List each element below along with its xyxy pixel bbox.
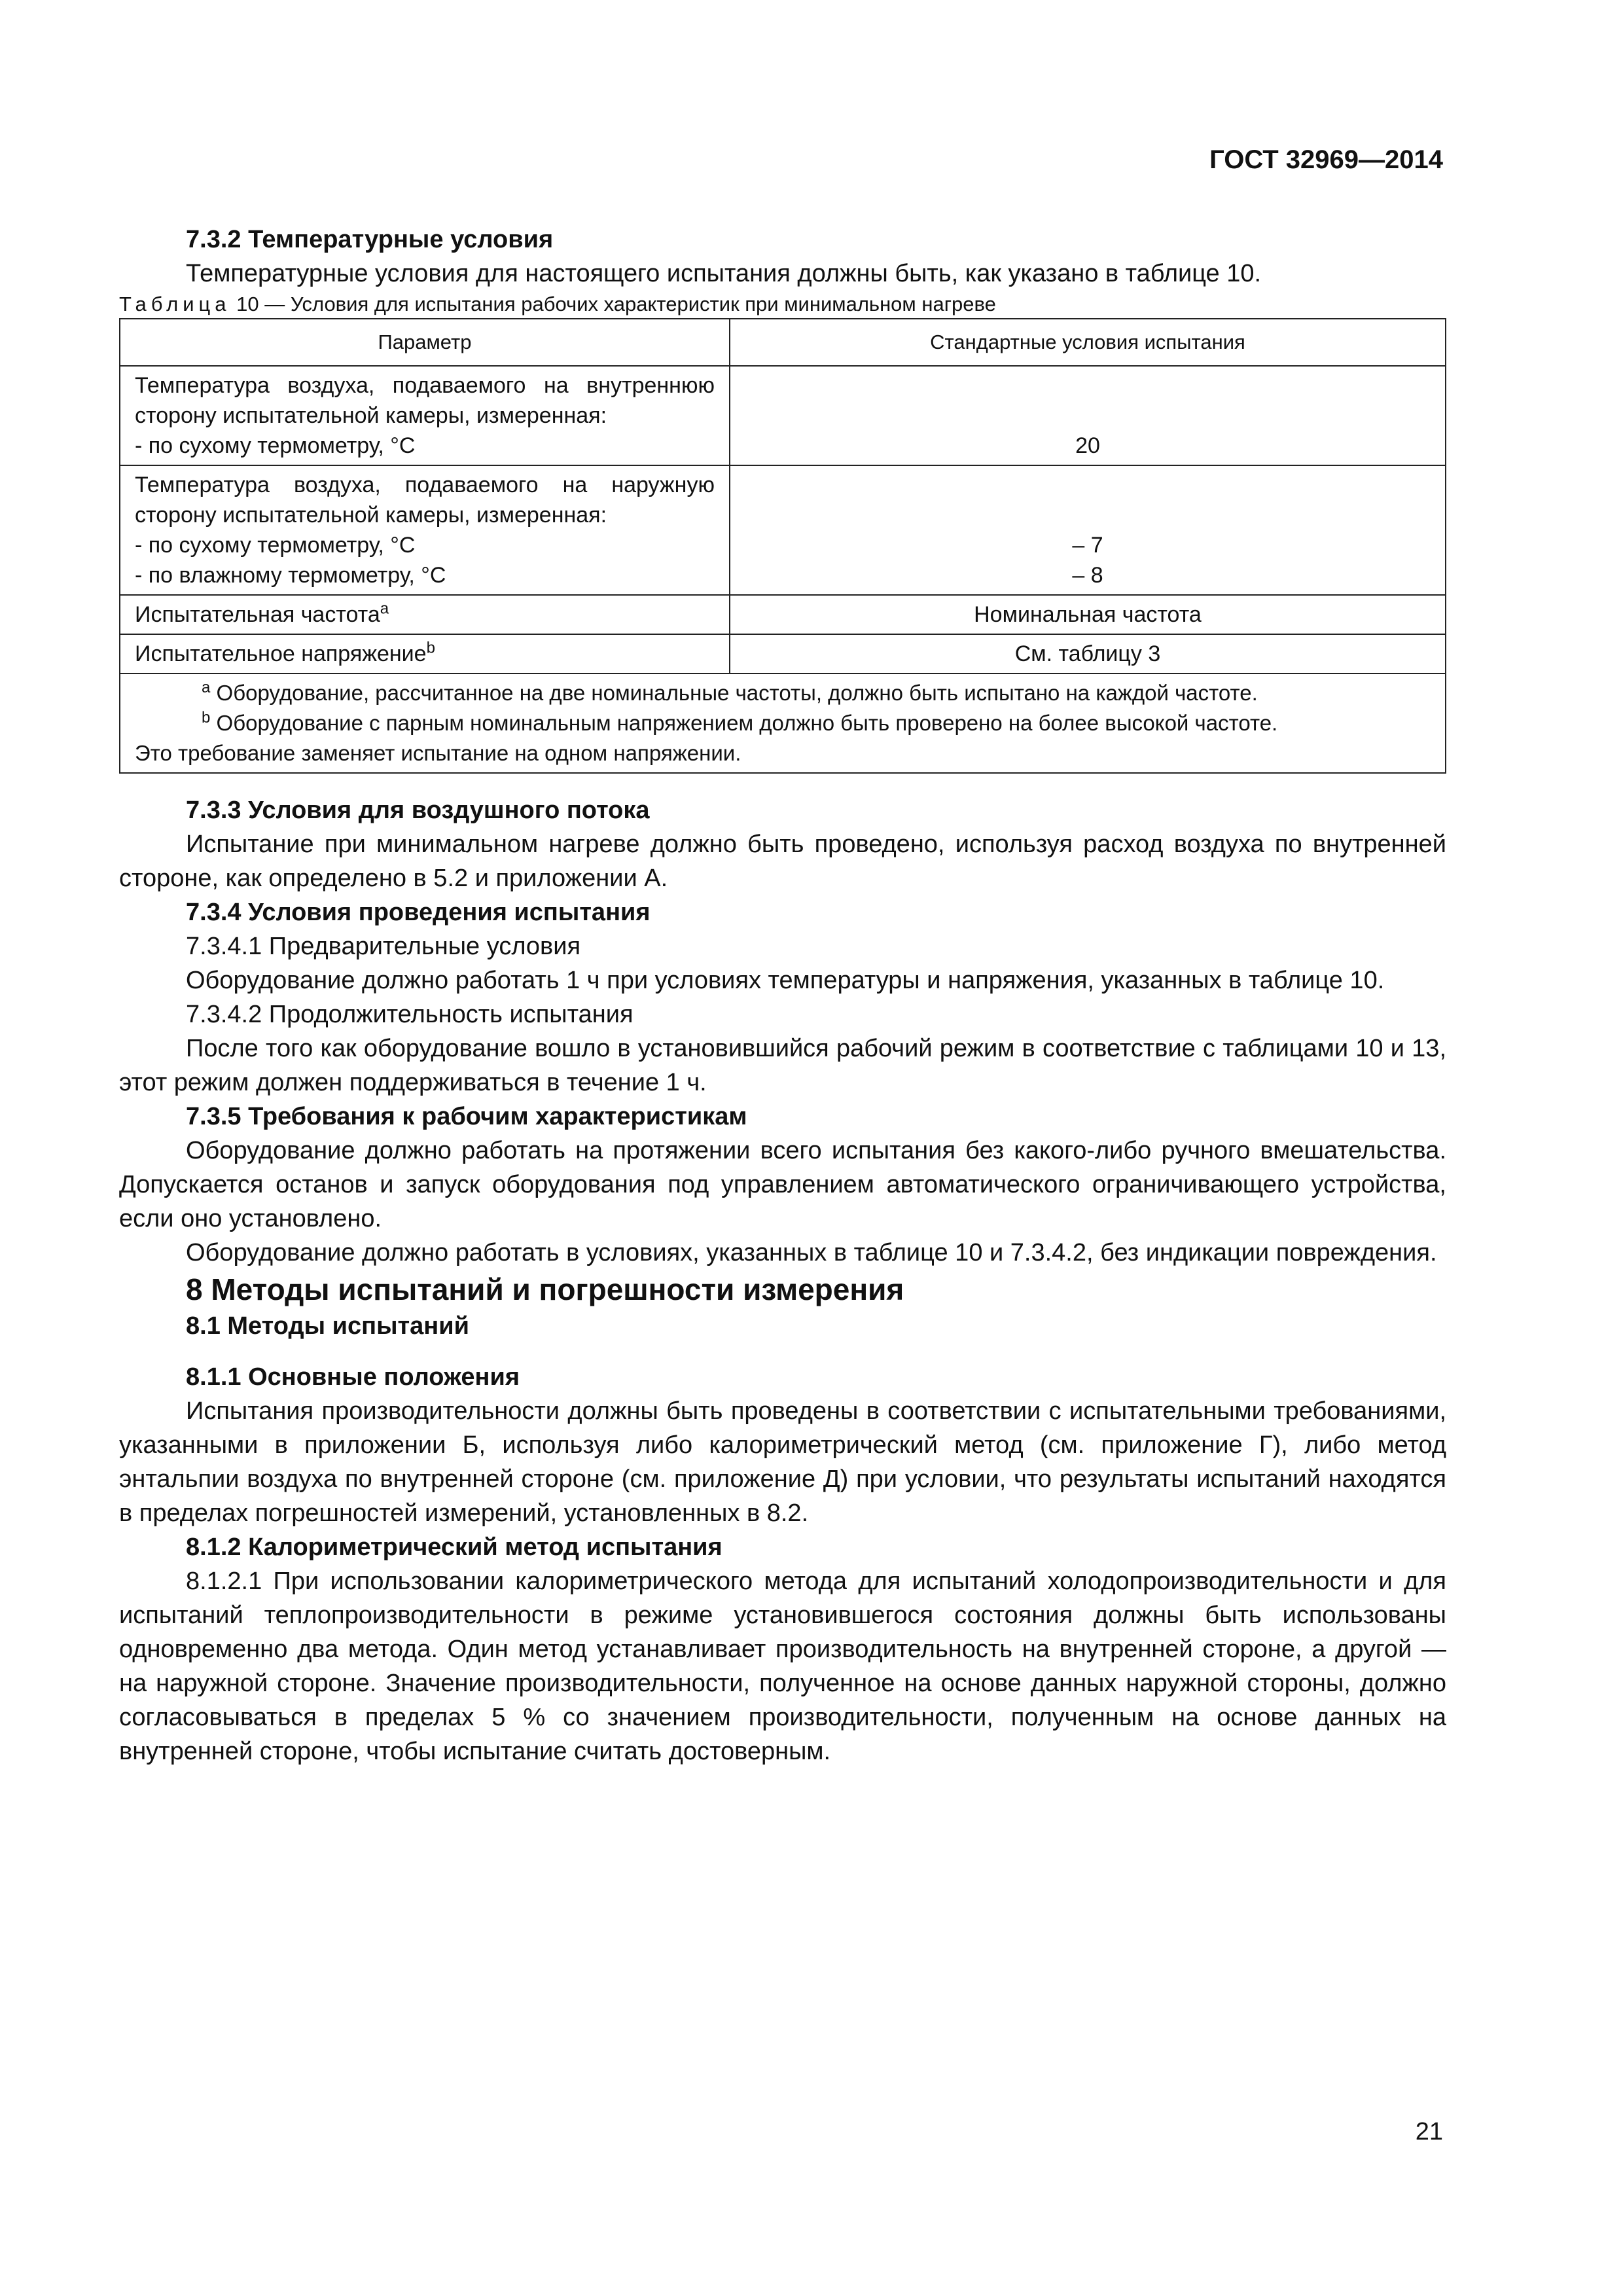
section-8-1-2-1-text: 8.1.2.1 При использовании калориметрического метода для испытаний холодопроизводительности и для испытаний теплопроизводительности в режиме установившегося состояния должны быть использованы одновременно два метода. Один метод устанавливает производительность на внутренней стороне, а другой — на наружной стороне. Значение производительности, полученное на основе данных наружной стороны, должно согласовываться в пределах 5 % со значением производительности, полученным на основе данных на внутренней стороне, чтобы испытание считать достоверным. — [119, 1568, 1446, 1765]
page-content — [119, 223, 1446, 1768]
section-8-1-1-title: 8.1.1 Основные положения — [186, 1363, 520, 1391]
column-header-parameter: Параметр — [120, 319, 730, 366]
table-row — [120, 465, 1446, 595]
section-7-3-4-title: 7.3.4 Условия проведения испытания — [186, 899, 651, 926]
note-a-mark: a — [202, 679, 211, 696]
section-7-3-3-text: Испытание при минимальном нагреве должно быть проведено, используя расход воздуха по внутренней стороне, как определено в 5.2 и приложении А. — [119, 831, 1446, 892]
row-2-parameter-text: Температура воздуха, подаваемого на наружную сторону испытательной камеры, измеренная: — [135, 473, 715, 528]
table-10 — [119, 318, 1446, 774]
note-b-mark: b — [202, 709, 211, 726]
row-3-parameter — [120, 595, 730, 634]
section-8-1-1-text: Испытания производительности должны быть проведены в соответствии с испытательными требованиями, указанными в приложении Б, используя либо калориметрический метод (см. приложение Г), либо метод энтальпии воздуха по внутренней стороне (см. приложение Д) при условии, что результаты испытаний находятся в пределах погрешностей измерений, установленных в 8.2. — [119, 1397, 1446, 1527]
row-1-sub-dry: - по сухому термометру, °С — [135, 433, 416, 458]
row-2-sub-wet: - по влажному термометру, °С — [135, 563, 446, 588]
row-1-parameter-text: Температура воздуха, подаваемого на внутреннюю сторону испытательной камеры, измеренная: — [135, 373, 715, 428]
table-row — [120, 366, 1446, 465]
row-2-value-wet: – 8 — [1072, 563, 1103, 588]
note-a — [135, 678, 1431, 708]
table-notes — [120, 673, 1446, 773]
row-1-parameter — [120, 366, 730, 465]
column-header-conditions: Стандартные условия испытания — [730, 319, 1446, 366]
table-notes-row — [120, 673, 1446, 773]
section-7-3-4-1-title: 7.3.4.1 Предварительные условия — [186, 933, 581, 960]
section-8-1-2-title: 8.1.2 Калориметрический метод испытания — [186, 1534, 722, 1561]
row-4-parameter-text: Испытательное напряжение — [135, 641, 427, 666]
section-7-3-5-title: 7.3.5 Требования к рабочим характеристикам — [186, 1103, 747, 1130]
row-2-value-dry: – 7 — [1072, 533, 1103, 558]
note-b-text: Оборудование с парным номинальным напряжением должно быть проверено на более высокой частоте. — [216, 711, 1278, 735]
table-header-row — [120, 319, 1446, 366]
section-8-1-title: 8.1 Методы испытаний — [186, 1312, 469, 1340]
row-4-parameter — [120, 634, 730, 673]
table-caption-label: Таблица — [119, 293, 231, 315]
document-number: ГОСТ 32969—2014 — [1209, 145, 1443, 174]
footnote-mark-a: a — [380, 600, 389, 618]
row-3-value: Номинальная частота — [730, 595, 1446, 634]
row-1-value-dry: 20 — [1075, 433, 1100, 458]
footnote-mark-b: b — [426, 639, 435, 657]
section-8-title: 8 Методы испытаний и погрешности измерения — [186, 1272, 904, 1306]
section-7-3-4-2-title: 7.3.4.2 Продолжительность испытания — [186, 1001, 633, 1028]
table-row — [120, 595, 1446, 634]
row-2-value — [730, 465, 1446, 595]
page-number: 21 — [1415, 2118, 1443, 2145]
row-3-parameter-text: Испытательная частота — [135, 602, 380, 627]
section-7-3-5-text-1: Оборудование должно работать на протяжении всего испытания без какого-либо ручного вмешательства. Допускается останов и запуск оборудования под управлением автоматического ограничивающего устройства, если оно установлено. — [119, 1137, 1446, 1232]
note-a-text: Оборудование, рассчитанное на две номинальные частоты, должно быть испытано на каждой частоте. — [216, 681, 1258, 705]
note-b — [135, 708, 1431, 738]
section-7-3-3-title: 7.3.3 Условия для воздушного потока — [186, 797, 650, 824]
row-2-parameter — [120, 465, 730, 595]
row-1-value — [730, 366, 1446, 465]
section-7-3-5-text-2: Оборудование должно работать в условиях, указанных в таблице 10 и 7.3.4.2, без индикации повреждения. — [186, 1239, 1437, 1266]
row-2-sub-dry: - по сухому термометру, °С — [135, 533, 416, 558]
section-7-3-4-1-text: Оборудование должно работать 1 ч при условиях температуры и напряжения, указанных в таблице 10. — [186, 967, 1385, 994]
section-7-3-4-2-text: После того как оборудование вошло в установившийся рабочий режим в соответствие с таблицами 10 и 13, этот режим должен поддерживаться в течение 1 ч. — [119, 1035, 1446, 1096]
note-c: Это требование заменяет испытание на одном напряжении. — [135, 741, 741, 765]
table-caption-text: 10 — Условия для испытания рабочих характеристик при минимальном нагреве — [230, 293, 996, 315]
table-row — [120, 634, 1446, 673]
table-10-caption — [119, 291, 1446, 318]
section-7-3-2-text: Температурные условия для настоящего испытания должны быть, как указано в таблице 10. — [186, 260, 1262, 287]
section-7-3-2-title: 7.3.2 Температурные условия — [186, 226, 554, 253]
row-4-value: См. таблицу 3 — [730, 634, 1446, 673]
